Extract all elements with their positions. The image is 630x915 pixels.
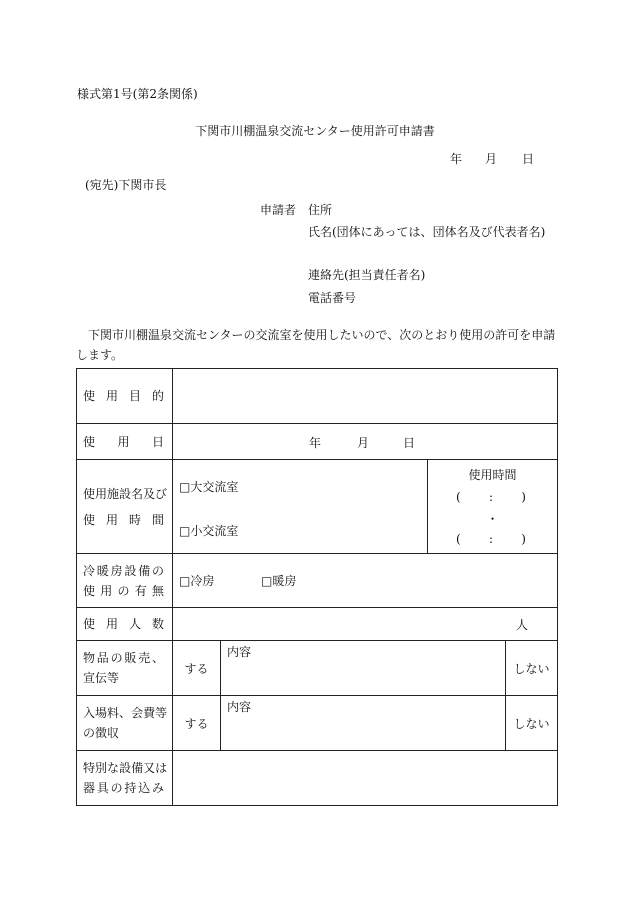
applicant-phone-label: 電話番号 [308,291,357,305]
applicant-name-label: 氏名(団体にあっては、団体名及び代表者名) [308,225,546,239]
date-month-label: 月 [485,152,498,166]
addressee: (宛先)下関市長 [85,178,167,192]
time-slot-cell[interactable] [428,460,558,554]
fees-yes-option[interactable]: する [173,696,221,751]
sales-no-option[interactable]: しない [506,641,558,696]
small-room-checkbox[interactable]: □小交流室 [179,524,239,538]
fees-label: 入 場 料 、 会 費 等 の徴収 [77,696,173,751]
time-slot-1[interactable]: ( : ) [456,490,526,504]
people-label: 使 用 人 数 [77,608,173,641]
application-table [76,368,558,806]
row-sales [77,641,558,696]
row-hvac [77,554,558,608]
equipment-input[interactable] [173,751,558,806]
purpose-label-text: 使 用 目 的 [83,389,164,403]
applicant-label: 申請者 [260,203,297,217]
purpose-input[interactable] [173,369,558,424]
fees-content-input[interactable] [221,696,506,751]
usage-date-day: 日 [403,436,416,450]
usage-date-label: 使 用 日 [77,424,173,460]
form-number: 様式第1号(第2条関係) [77,87,198,101]
application-statement: 下関市川棚温泉交流センターの交流室を使用したいので、次のとおり使用の許可を申請します。 [76,328,556,362]
sales-yes-option[interactable]: する [173,641,221,696]
fees-no-option[interactable]: しない [506,696,558,751]
sales-label: 物 品 の 販 売 、 宣伝等 [77,641,173,696]
facility-selection [173,460,428,554]
sales-content-input[interactable] [221,641,506,696]
applicant-address-label: 住所 [308,203,333,217]
row-people [77,608,558,641]
date-year-label: 年 [450,152,463,166]
time-slot-2[interactable]: ( : ) [456,532,526,546]
usage-date-input[interactable] [173,424,558,460]
people-unit: 人 [516,618,529,632]
purpose-label [77,369,173,424]
heating-checkbox[interactable]: □暖房 [261,574,297,588]
equipment-label: 特 別 な 設 備 又 は 器 具 の 持 込 み [77,751,173,806]
row-equipment [77,751,558,806]
usage-date-year: 年 [309,436,322,450]
time-separator: ・ [486,512,499,526]
hvac-label: 冷 暖 房 設 備 の 使 用 の 有 無 [77,554,173,608]
cooling-checkbox[interactable]: □冷房 [179,574,215,588]
row-fees [77,696,558,751]
row-usage-date [77,424,558,460]
row-facility [77,460,558,554]
row-purpose [77,369,558,424]
date-day-label: 日 [522,152,535,166]
large-room-checkbox[interactable]: □大交流室 [179,480,239,494]
sales-content-label: 内容 [227,645,252,659]
fees-content-label: 内容 [227,700,252,714]
hvac-selection [173,554,558,608]
time-heading: 使用時間 [468,468,517,482]
document-title: 下関市川棚温泉交流センター使用許可申請書 [195,124,435,138]
applicant-contact-label: 連絡先(担当責任者名) [308,268,426,282]
people-input[interactable] [173,608,558,641]
usage-date-month: 月 [357,436,370,450]
facility-label: 使用施設名及び 使 用 時 間 [77,460,173,554]
